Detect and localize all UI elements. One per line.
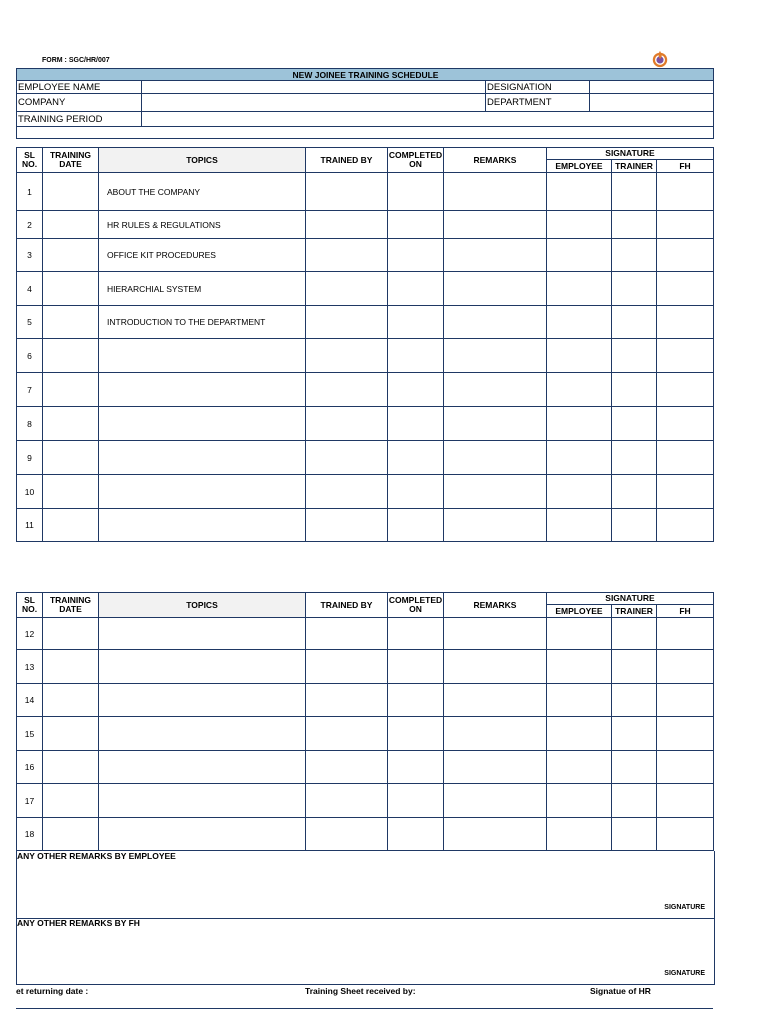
trained-by-cell[interactable] bbox=[306, 306, 388, 339]
training-date-cell[interactable] bbox=[43, 239, 99, 272]
remarks-cell[interactable] bbox=[444, 339, 547, 373]
employee-signature-cell[interactable] bbox=[547, 475, 612, 509]
completed-on-cell[interactable] bbox=[388, 751, 444, 784]
topic-cell[interactable] bbox=[99, 650, 306, 684]
trainer-signature-cell[interactable] bbox=[612, 650, 657, 684]
table-row bbox=[17, 509, 714, 542]
table-row bbox=[17, 717, 714, 751]
department-label: DEPARTMENT bbox=[486, 94, 590, 112]
topic-cell[interactable]: HR RULES & REGULATIONS bbox=[99, 211, 306, 239]
fh-signature-cell[interactable] bbox=[657, 475, 714, 509]
sl-cell: 9 bbox=[17, 441, 43, 475]
employee-name-label: EMPLOYEE NAME bbox=[17, 81, 142, 94]
sl-cell: 15 bbox=[17, 717, 43, 751]
trained-by-cell[interactable] bbox=[306, 717, 388, 751]
training-date-cell[interactable] bbox=[43, 173, 99, 211]
trainer-signature-cell[interactable] bbox=[612, 239, 657, 272]
completed-on-cell[interactable] bbox=[388, 684, 444, 717]
trainer-signature-cell[interactable] bbox=[612, 339, 657, 373]
trained-by-cell[interactable] bbox=[306, 173, 388, 211]
trainer-signature-cell[interactable] bbox=[612, 751, 657, 784]
fh-signature-cell[interactable] bbox=[657, 373, 714, 407]
fh-signature-cell[interactable] bbox=[657, 509, 714, 542]
returning-date-label: et returning date : bbox=[16, 986, 89, 996]
trained-by-cell[interactable] bbox=[306, 818, 388, 851]
fh-signature-cell[interactable] bbox=[657, 650, 714, 684]
topic-cell[interactable] bbox=[99, 475, 306, 509]
trained-by-header: TRAINED BY bbox=[306, 148, 388, 173]
sl-cell: 3 bbox=[17, 239, 43, 272]
trained-by-cell[interactable] bbox=[306, 684, 388, 717]
sl-cell: 1 bbox=[17, 173, 43, 211]
completed-on-cell[interactable] bbox=[388, 717, 444, 751]
employee-signature-cell[interactable] bbox=[547, 784, 612, 818]
completed-on-cell[interactable] bbox=[388, 239, 444, 272]
topic-cell[interactable] bbox=[99, 751, 306, 784]
fh-signature-cell[interactable] bbox=[657, 818, 714, 851]
trainer-signature-cell[interactable] bbox=[612, 717, 657, 751]
training-date-cell[interactable] bbox=[43, 407, 99, 441]
trained-by-cell[interactable] bbox=[306, 373, 388, 407]
fh-sig-header: FH bbox=[657, 605, 714, 618]
signature-header: SIGNATURE bbox=[547, 593, 714, 605]
trained-by-cell[interactable] bbox=[306, 211, 388, 239]
trainer-signature-cell[interactable] bbox=[612, 272, 657, 306]
completed-on-cell[interactable] bbox=[388, 339, 444, 373]
fh-signature-cell[interactable] bbox=[657, 407, 714, 441]
employee-remarks-label: ANY OTHER REMARKS BY EMPLOYEE bbox=[17, 851, 176, 861]
employee-signature-cell[interactable] bbox=[547, 509, 612, 542]
training-date-cell[interactable] bbox=[43, 475, 99, 509]
trained-by-cell[interactable] bbox=[306, 650, 388, 684]
completed-on-cell[interactable] bbox=[388, 509, 444, 542]
training-date-cell[interactable] bbox=[43, 618, 99, 650]
hr-signature-label: Signatue of HR bbox=[590, 986, 651, 996]
fh-signature-cell[interactable] bbox=[657, 272, 714, 306]
training-date-cell[interactable] bbox=[43, 306, 99, 339]
table-row bbox=[17, 441, 714, 475]
completed-on-cell[interactable] bbox=[388, 272, 444, 306]
sl-no-header: SL NO. bbox=[17, 148, 43, 173]
trained-by-cell[interactable] bbox=[306, 784, 388, 818]
remarks-cell[interactable] bbox=[444, 373, 547, 407]
completed-on-cell[interactable] bbox=[388, 818, 444, 851]
remarks-cell[interactable] bbox=[444, 407, 547, 441]
fh-sig-header: FH bbox=[657, 160, 714, 173]
table-row bbox=[17, 751, 714, 784]
employee-remarks-box[interactable] bbox=[16, 851, 715, 919]
sl-cell: 4 bbox=[17, 272, 43, 306]
fh-signature-cell[interactable] bbox=[657, 717, 714, 751]
remarks-header: REMARKS bbox=[444, 148, 547, 173]
completed-on-cell[interactable] bbox=[388, 407, 444, 441]
topic-cell[interactable]: ABOUT THE COMPANY bbox=[99, 173, 306, 211]
topic-cell[interactable]: OFFICE KIT PROCEDURES bbox=[99, 239, 306, 272]
remarks-cell[interactable] bbox=[444, 173, 547, 211]
table-row bbox=[17, 684, 714, 717]
employee-signature-cell[interactable] bbox=[547, 650, 612, 684]
completed-on-cell[interactable] bbox=[388, 211, 444, 239]
topic-cell[interactable]: INTRODUCTION TO THE DEPARTMENT bbox=[99, 306, 306, 339]
remarks-cell[interactable] bbox=[444, 818, 547, 851]
employee-signature-cell[interactable] bbox=[547, 441, 612, 475]
spacer-row bbox=[17, 127, 714, 139]
fh-signature-cell[interactable] bbox=[657, 211, 714, 239]
sl-cell: 16 bbox=[17, 751, 43, 784]
table-row bbox=[17, 407, 714, 441]
trained-by-cell[interactable] bbox=[306, 239, 388, 272]
fh-signature-cell[interactable] bbox=[657, 306, 714, 339]
sl-cell: 7 bbox=[17, 373, 43, 407]
topic-cell[interactable] bbox=[99, 618, 306, 650]
topic-cell[interactable] bbox=[99, 441, 306, 475]
sl-cell: 18 bbox=[17, 818, 43, 851]
designation-label: DESIGNATION bbox=[486, 81, 590, 94]
employee-signature-cell[interactable] bbox=[547, 373, 612, 407]
table-row bbox=[17, 306, 714, 339]
signature-header: SIGNATURE bbox=[547, 148, 714, 160]
training-date-cell[interactable] bbox=[43, 650, 99, 684]
table-row bbox=[17, 784, 714, 818]
fh-signature-cell[interactable] bbox=[657, 339, 714, 373]
fh-signature-cell[interactable] bbox=[657, 618, 714, 650]
company-label: COMPANY bbox=[17, 94, 142, 112]
employee-signature-cell[interactable] bbox=[547, 818, 612, 851]
training-date-cell[interactable] bbox=[43, 751, 99, 784]
fh-signature-cell[interactable] bbox=[657, 173, 714, 211]
completed-on-header: COMPLETED ON bbox=[388, 593, 444, 618]
sl-cell: 11 bbox=[17, 509, 43, 542]
sl-no-header: SL NO. bbox=[17, 593, 43, 618]
table-row bbox=[17, 239, 714, 272]
trainer-signature-cell[interactable] bbox=[612, 509, 657, 542]
table-row bbox=[17, 373, 714, 407]
remarks-header: REMARKS bbox=[444, 593, 547, 618]
employee-signature-cell[interactable] bbox=[547, 211, 612, 239]
topic-cell[interactable] bbox=[99, 717, 306, 751]
training-date-cell[interactable] bbox=[43, 339, 99, 373]
topic-cell[interactable] bbox=[99, 684, 306, 717]
employee-header-table bbox=[16, 68, 714, 139]
employee-signature-cell[interactable] bbox=[547, 717, 612, 751]
received-by-label: Training Sheet received by: bbox=[305, 986, 416, 996]
remarks-cell[interactable] bbox=[444, 441, 547, 475]
table-row bbox=[17, 211, 714, 239]
sl-cell: 13 bbox=[17, 650, 43, 684]
sl-cell: 6 bbox=[17, 339, 43, 373]
table-row bbox=[17, 272, 714, 306]
completed-on-cell[interactable] bbox=[388, 475, 444, 509]
sl-cell: 8 bbox=[17, 407, 43, 441]
fh-signature-cell[interactable] bbox=[657, 784, 714, 818]
topic-cell[interactable] bbox=[99, 339, 306, 373]
trainer-signature-cell[interactable] bbox=[612, 475, 657, 509]
topic-cell[interactable] bbox=[99, 373, 306, 407]
form-code: FORM : SGC/HR/007 bbox=[42, 57, 110, 64]
topics-header: TOPICS bbox=[99, 593, 306, 618]
footer bbox=[16, 984, 713, 1009]
training-date-cell[interactable] bbox=[43, 784, 99, 818]
table-row bbox=[17, 339, 714, 373]
fh-signature-cell[interactable] bbox=[657, 239, 714, 272]
trainer-signature-cell[interactable] bbox=[612, 618, 657, 650]
trainer-signature-cell[interactable] bbox=[612, 173, 657, 211]
employee-signature-cell[interactable] bbox=[547, 306, 612, 339]
training-date-cell[interactable] bbox=[43, 272, 99, 306]
training-schedule-table-1 bbox=[16, 147, 714, 542]
employee-signature-cell[interactable] bbox=[547, 239, 612, 272]
employee-signature-cell[interactable] bbox=[547, 751, 612, 784]
employee-signature-cell[interactable] bbox=[547, 618, 612, 650]
table-row bbox=[17, 173, 714, 211]
trainer-signature-cell[interactable] bbox=[612, 211, 657, 239]
employee-signature-cell[interactable] bbox=[547, 339, 612, 373]
training-date-cell[interactable] bbox=[43, 717, 99, 751]
employee-signature-cell[interactable] bbox=[547, 407, 612, 441]
fh-remarks-label: ANY OTHER REMARKS BY FH bbox=[17, 918, 140, 928]
sl-cell: 2 bbox=[17, 211, 43, 239]
completed-on-cell[interactable] bbox=[388, 373, 444, 407]
trained-by-cell[interactable] bbox=[306, 407, 388, 441]
training-date-header: TRAINING DATE bbox=[43, 593, 99, 618]
employee-sig-header: EMPLOYEE bbox=[547, 160, 612, 173]
employee-signature-cell[interactable] bbox=[547, 684, 612, 717]
sl-cell: 17 bbox=[17, 784, 43, 818]
employee-name-field[interactable] bbox=[142, 81, 486, 94]
remarks-cell[interactable] bbox=[444, 509, 547, 542]
trainer-signature-cell[interactable] bbox=[612, 818, 657, 851]
training-date-cell[interactable] bbox=[43, 211, 99, 239]
trainer-signature-cell[interactable] bbox=[612, 784, 657, 818]
department-field[interactable] bbox=[590, 94, 714, 112]
table-row bbox=[17, 650, 714, 684]
trainer-sig-header: TRAINER bbox=[612, 160, 657, 173]
sl-cell: 10 bbox=[17, 475, 43, 509]
table-row bbox=[17, 618, 714, 650]
table-row bbox=[17, 818, 714, 851]
table-row bbox=[17, 475, 714, 509]
training-date-cell[interactable] bbox=[43, 818, 99, 851]
topics-header: TOPICS bbox=[99, 148, 306, 173]
training-date-header: TRAINING DATE bbox=[43, 148, 99, 173]
employee-remarks-signature: SIGNATURE bbox=[664, 904, 705, 911]
flame-logo-icon bbox=[651, 50, 669, 68]
trainer-signature-cell[interactable] bbox=[612, 373, 657, 407]
topic-cell[interactable]: HIERARCHIAL SYSTEM bbox=[99, 272, 306, 306]
designation-field[interactable] bbox=[590, 81, 714, 94]
completed-on-cell[interactable] bbox=[388, 173, 444, 211]
completed-on-cell[interactable] bbox=[388, 306, 444, 339]
remarks-cell[interactable] bbox=[444, 650, 547, 684]
trainer-signature-cell[interactable] bbox=[612, 306, 657, 339]
trainer-signature-cell[interactable] bbox=[612, 684, 657, 717]
company-field[interactable] bbox=[142, 94, 486, 112]
training-date-cell[interactable] bbox=[43, 373, 99, 407]
employee-signature-cell[interactable] bbox=[547, 173, 612, 211]
fh-signature-cell[interactable] bbox=[657, 684, 714, 717]
completed-on-cell[interactable] bbox=[388, 618, 444, 650]
topic-cell[interactable] bbox=[99, 784, 306, 818]
training-period-field[interactable] bbox=[142, 112, 714, 127]
employee-sig-header: EMPLOYEE bbox=[547, 605, 612, 618]
completed-on-cell[interactable] bbox=[388, 784, 444, 818]
fh-signature-cell[interactable] bbox=[657, 441, 714, 475]
remarks-cell[interactable] bbox=[444, 306, 547, 339]
fh-remarks-signature: SIGNATURE bbox=[664, 970, 705, 977]
remarks-cell[interactable] bbox=[444, 211, 547, 239]
trained-by-cell[interactable] bbox=[306, 272, 388, 306]
completed-on-cell[interactable] bbox=[388, 650, 444, 684]
training-date-cell[interactable] bbox=[43, 509, 99, 542]
remarks-cell[interactable] bbox=[444, 717, 547, 751]
sl-cell: 5 bbox=[17, 306, 43, 339]
remarks-cell[interactable] bbox=[444, 784, 547, 818]
trained-by-cell[interactable] bbox=[306, 618, 388, 650]
trainer-sig-header: TRAINER bbox=[612, 605, 657, 618]
topic-cell[interactable] bbox=[99, 818, 306, 851]
trained-by-cell[interactable] bbox=[306, 339, 388, 373]
completed-on-cell[interactable] bbox=[388, 441, 444, 475]
form-title: NEW JOINEE TRAINING SCHEDULE bbox=[17, 69, 714, 81]
remarks-cell[interactable] bbox=[444, 272, 547, 306]
remarks-cell[interactable] bbox=[444, 684, 547, 717]
trained-by-cell[interactable] bbox=[306, 441, 388, 475]
trainer-signature-cell[interactable] bbox=[612, 441, 657, 475]
fh-remarks-box[interactable] bbox=[16, 918, 715, 985]
sl-cell: 14 bbox=[17, 684, 43, 717]
remarks-cell[interactable] bbox=[444, 618, 547, 650]
remarks-cell[interactable] bbox=[444, 475, 547, 509]
trained-by-cell[interactable] bbox=[306, 751, 388, 784]
training-schedule-table-2 bbox=[16, 592, 714, 851]
fh-signature-cell[interactable] bbox=[657, 751, 714, 784]
topic-cell[interactable] bbox=[99, 509, 306, 542]
training-date-cell[interactable] bbox=[43, 684, 99, 717]
completed-on-header: COMPLETED ON bbox=[388, 148, 444, 173]
trained-by-header: TRAINED BY bbox=[306, 593, 388, 618]
trainer-signature-cell[interactable] bbox=[612, 407, 657, 441]
sl-cell: 12 bbox=[17, 618, 43, 650]
remarks-cell[interactable] bbox=[444, 239, 547, 272]
training-date-cell[interactable] bbox=[43, 441, 99, 475]
trained-by-cell[interactable] bbox=[306, 509, 388, 542]
trained-by-cell[interactable] bbox=[306, 475, 388, 509]
topic-cell[interactable] bbox=[99, 407, 306, 441]
employee-signature-cell[interactable] bbox=[547, 272, 612, 306]
remarks-cell[interactable] bbox=[444, 751, 547, 784]
training-period-label: TRAINING PERIOD bbox=[17, 112, 142, 127]
